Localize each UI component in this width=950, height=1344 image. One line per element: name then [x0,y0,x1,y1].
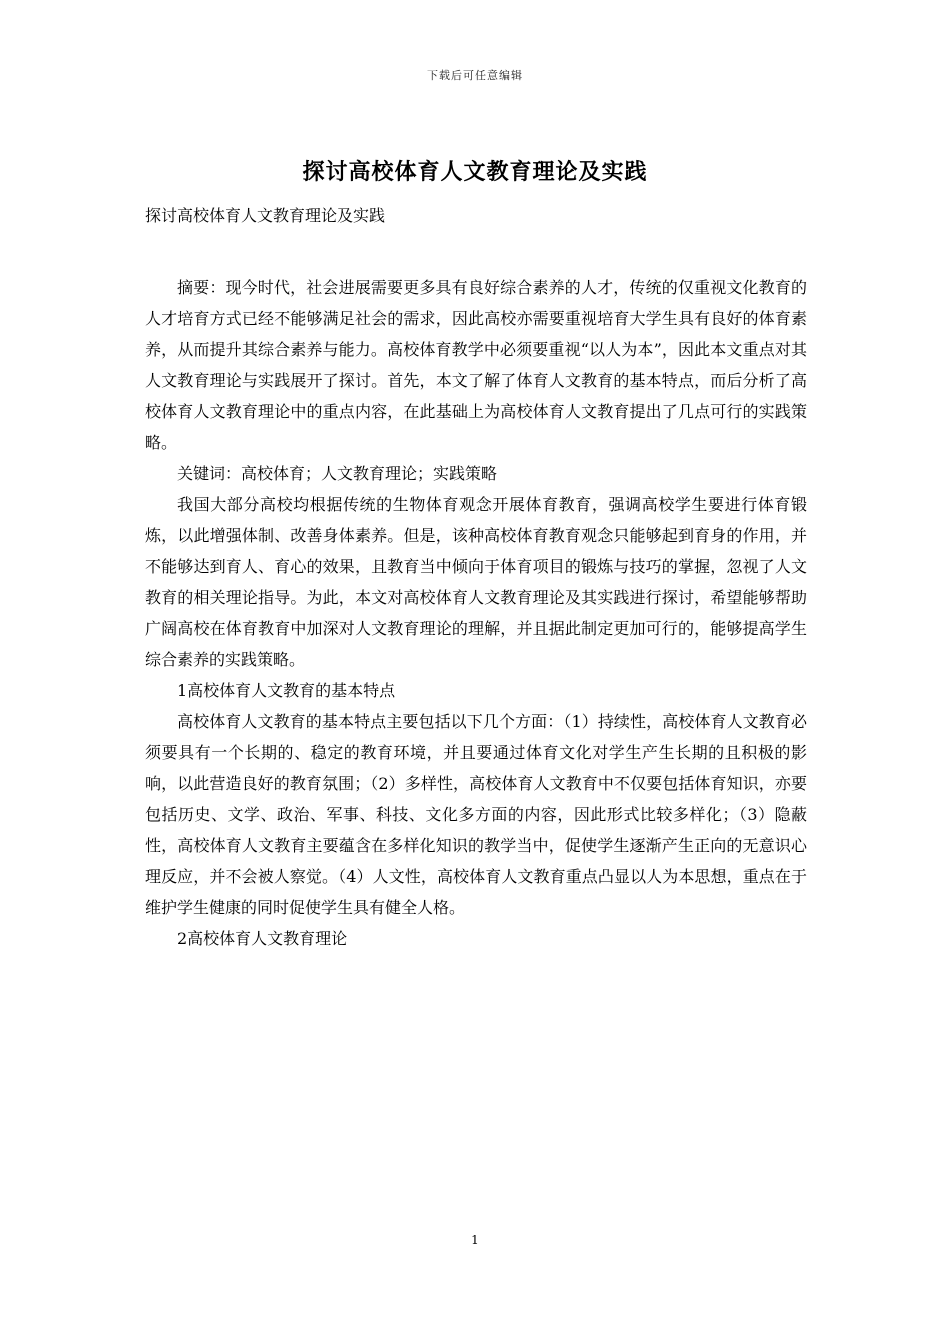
page-number: 1 [471,1233,479,1247]
section-heading-2: 2高校体育人文教育理论 [177,929,348,948]
abstract-paragraph: 摘要：现今时代，社会进展需要更多具有良好综合素养的人才，传统的仅重视文化教育的人才培育方式已经不能够满足社会的需求，因此高校亦需要重视培育大学生具有良好的体育素养，从而提升其综合素养与能力。高校体育教学中必须要重视“以人为本”，因此本文重点对其人文教育理论与实践展开了探讨。首先，本文了解了体育人文教育的基本特点，而后分析了高校体育人文教育理论中的重点内容，在此基础上为高校体育人文教育提出了几点可行的实践策略。 [145,278,807,452]
document-subtitle: 探讨高校体育人文教育理论及实践 [145,206,386,225]
section-1-paragraph: 高校体育人文教育的基本特点主要包括以下几个方面：（1）持续性，高校体育人文教育必须要具有一个长期的、稳定的教育环境，并且要通过体育文化对学生产生长期的且积极的影响，以此营造良好的教育氛围；（2）多样性，高校体育人文教育中不仅要包括体育知识，亦要包括历史、文学、政治、军事、科技、文化多方面的内容，因此形式比较多样化；（3）隐蔽性，高校体育人文教育主要蕴含在多样化知识的教学当中，促使学生逐渐产生正向的无意识心理反应，并不会被人察觉。（4）人文性，高校体育人文教育重点凸显以人为本思想，重点在于维护学生健康的同时促使学生具有健全人格。 [145,712,807,917]
document-title: 探讨高校体育人文教育理论及实践 [302,159,648,185]
document-body [145,272,807,954]
intro-paragraph: 我国大部分高校均根据传统的生物体育观念开展体育教育，强调高校学生要进行体育锻炼，以此增强体制、改善身体素养。但是，该种高校体育教育观念只能够起到育身的作用，并不能够达到育人、育心的效果，且教育当中倾向于体育项目的锻炼与技巧的掌握，忽视了人文教育的相关理论指导。为此，本文对高校体育人文教育理论及其实践进行探讨，希望能够帮助广阔高校在体育教育中加深对人文教育理论的理解，并且据此制定更加可行的，能够提高学生综合素养的实践策略。 [145,495,807,669]
section-heading-1: 1高校体育人文教育的基本特点 [177,681,396,700]
header-note: 下载后可任意编辑 [427,69,523,82]
keywords-paragraph: 关键词：高校体育；人文教育理论；实践策略 [177,464,498,483]
